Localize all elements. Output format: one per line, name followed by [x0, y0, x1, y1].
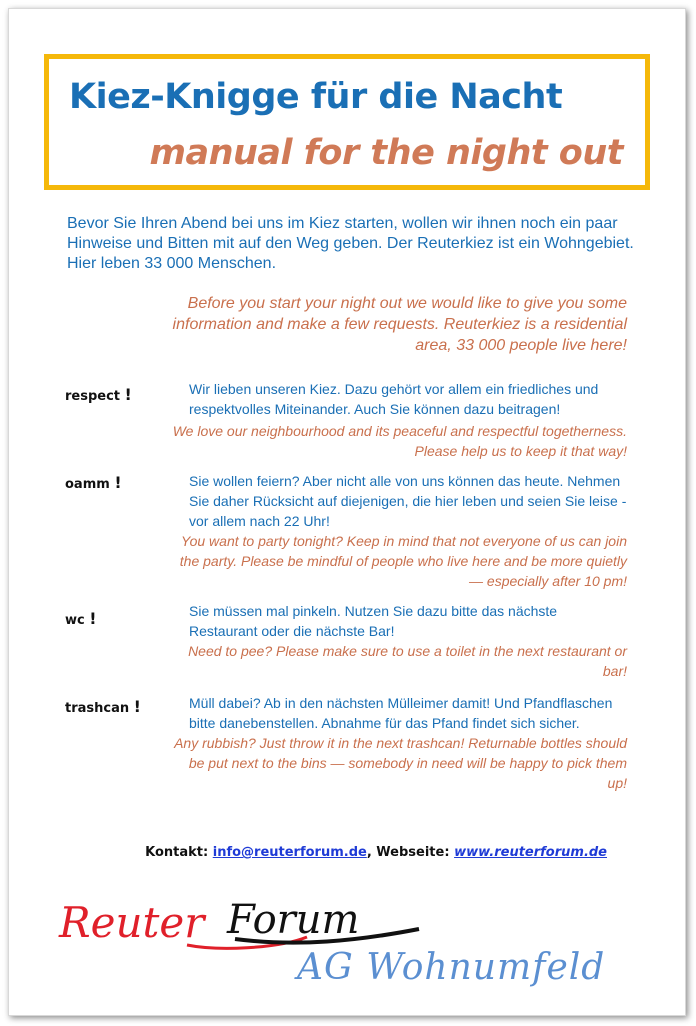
rule-label-wc	[65, 609, 97, 628]
contact-label: Kontakt:	[145, 845, 209, 860]
logo-word-forum: Forum	[227, 897, 360, 943]
email-link[interactable]: info@reuterforum.de	[212, 845, 367, 860]
rule-oamm-english: You want to party tonight? Keep in mind that not everyone of us can join the party. Please be mindful of people who live here and be more quietly — especially after 10 pm!	[179, 533, 627, 589]
rule-trashcan-german: Müll dabei? Ab in den nächsten Mülleimer damit! Und Pfandflaschen bitte danebenstellen. Abnahme für das Pfand findet sich sicher.	[189, 695, 613, 731]
title-german: Kiez-Knigge für die Nacht	[69, 77, 563, 117]
rule-label-bang: !	[133, 697, 141, 716]
rule-oamm-german: Sie wollen feiern? Aber nicht alle von uns können das heute. Nehmen Sie daher Rücksicht auf diejenigen, die hier leben und seien Sie leise - vor allem nach 22 Uhr!	[189, 473, 627, 529]
rule-respect-english: We love our neighbourhood and its peaceful and respectful togetherness. Please help us to keep it that way!	[172, 423, 627, 459]
intro-german: Bevor Sie Ihren Abend bei uns im Kiez starten, wollen wir ihnen noch ein paar Hinweise und Bitten mit auf den Weg geben. Der Reuterkiez ist ein Wohngebiet. Hier leben 33 000 Menschen.	[67, 215, 634, 272]
rule-wc-english: Need to pee? Please make sure to use a toilet in the next restaurant or bar!	[188, 643, 627, 679]
website-link[interactable]: www.reuterforum.de	[454, 845, 607, 860]
logo-subtitle: AG Wohnumfeld	[297, 947, 606, 988]
website-label: , Webseite:	[366, 845, 450, 860]
logo-word-reuter: Reuter	[59, 898, 205, 947]
rule-trashcan-english: Any rubbish? Just throw it in the next trashcan! Returnable bottles should be put next to the bins — somebody in need will be happy to pick them up!	[174, 735, 627, 791]
rule-label-bang: !	[124, 385, 132, 404]
title-box	[44, 54, 650, 190]
rule-label-text: oamm	[65, 477, 110, 492]
intro-english: Before you start your night out we would like to give you some information and make a few requests. Reuterkiez is a residential area, 33 000 people live here!	[172, 295, 627, 354]
rule-label-respect	[65, 385, 132, 404]
contact-line	[145, 845, 607, 860]
rule-respect-german: Wir lieben unseren Kiez. Dazu gehört vor allem ein friedliches und respektvolles Miteinander. Auch Sie können dazu beitragen!	[189, 381, 599, 417]
rule-label-text: trashcan	[65, 701, 130, 716]
rule-label-bang: !	[89, 609, 97, 628]
title-english: manual for the night out	[149, 133, 623, 173]
rule-wc-german: Sie müssen mal pinkeln. Nutzen Sie dazu bitte das nächste Restaurant oder die nächste Bar!	[189, 603, 558, 639]
rule-label-trashcan	[65, 697, 141, 716]
rule-label-text: wc	[65, 613, 85, 628]
rule-label-oamm	[65, 473, 122, 492]
rule-label-text: respect	[65, 389, 121, 404]
rule-label-bang: !	[114, 473, 122, 492]
flyer-page	[8, 8, 686, 1016]
